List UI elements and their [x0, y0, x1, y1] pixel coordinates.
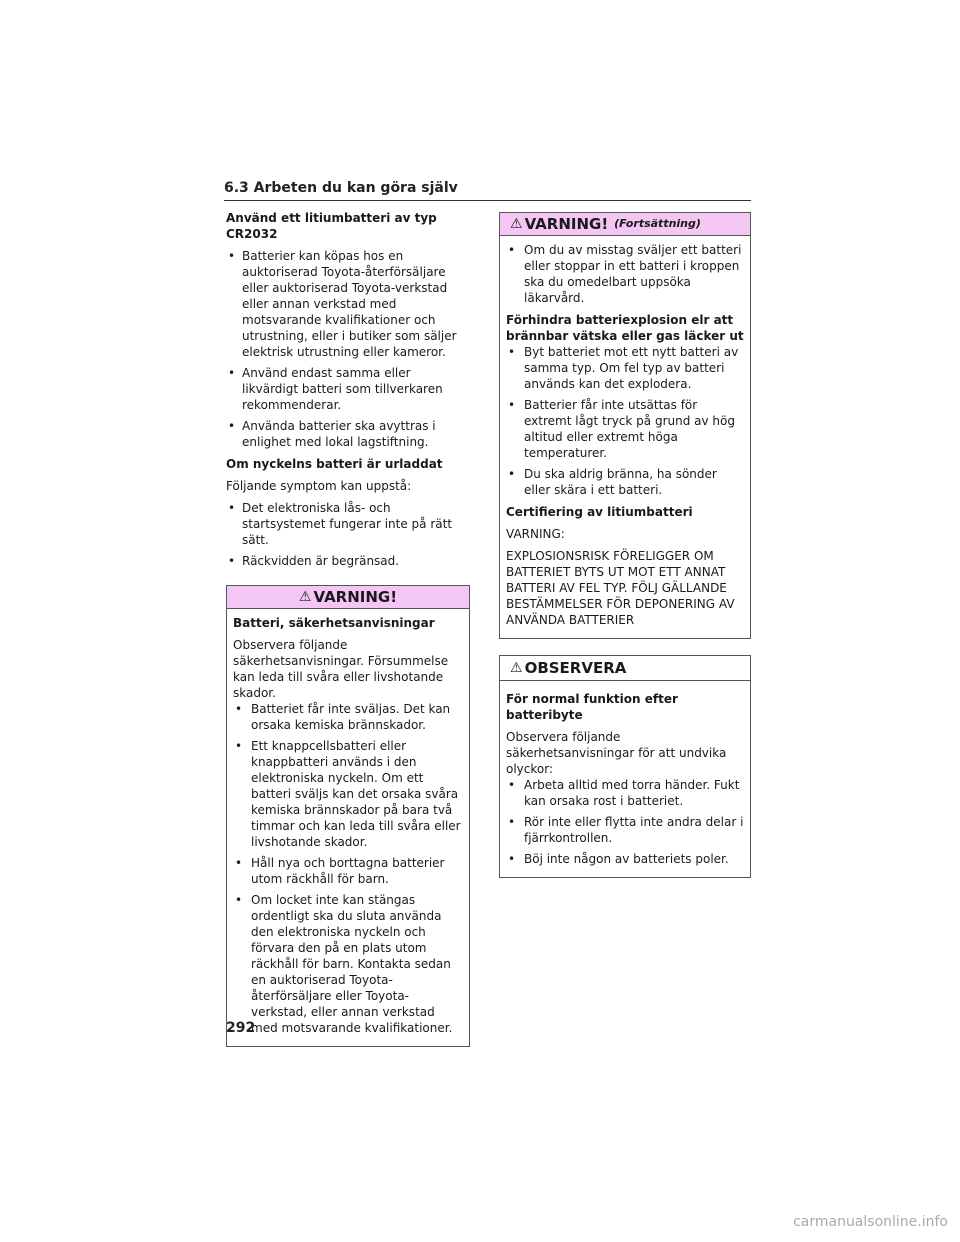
warning-box	[226, 585, 470, 1047]
swallow-list	[506, 242, 744, 306]
warning-intro: Observera följande säkerhetsanvisningar. Försummelse kan leda till svåra eller livshotande skador.	[233, 638, 449, 700]
observera-box	[499, 655, 751, 878]
left-column	[226, 210, 470, 1047]
battery-type-list	[226, 248, 470, 450]
observera-subhead: För normal funktion efter batteribyte	[506, 692, 678, 722]
list-item: • Ett knappcellsbatteri eller knappbatteri används i den elektroniska nyckeln. Om ett batteri sväljs kan det orsaka svåra kemiska brännskador på bara två timmar och kan leda till svåra eller livshotande skador.	[233, 738, 463, 850]
list-item: • Du ska aldrig bränna, ha sönder eller skära i ett batteri.	[506, 466, 744, 498]
list-item: • Använda batterier ska avyttras i enlighet med lokal lagstiftning.	[226, 418, 470, 450]
warning-body	[227, 609, 469, 1046]
certification-text: EXPLOSIONSRISK FÖRELIGGER OM BATTERIET BYTS UT MOT ETT ANNAT BATTERI AV FEL TYP. FÖLJ GÄLLANDE BESTÄMMELSER FÖR DEPONERING AV ANVÄNDA BATTERIER	[506, 549, 735, 627]
warning-continued-header	[500, 213, 750, 236]
list-item: • Böj inte någon av batteriets poler.	[506, 851, 744, 867]
list-item: • Det elektroniska lås- och startsystemet fungerar inte på rätt sätt.	[226, 500, 470, 548]
observera-label: OBSERVERA	[524, 659, 627, 677]
certification-warning-label: VARNING:	[506, 527, 565, 541]
discharged-battery-heading: Om nyckelns batteri är urladdat	[226, 457, 443, 471]
list-item: • Batteriet får inte sväljas. Det kan orsaka kemiska brännskador.	[233, 701, 463, 733]
list-item: • Rör inte eller flytta inte andra delar i fjärrkontrollen.	[506, 814, 744, 846]
list-item: • Byt batteriet mot ett nytt batteri av samma typ. Om fel typ av batteri används kan det explodera.	[506, 344, 744, 392]
battery-type-heading: Använd ett litiumbatteri av typ CR2032	[226, 211, 437, 241]
symptoms-list	[226, 500, 470, 569]
list-item: • Om locket inte kan stängas ordentligt ska du sluta använda den elektroniska nyckeln och förvara den på en plats utom räckhåll för barn. Kontakta sedan en auktoriserad Toyota-återförsäljare eller Toyota-verkstad, eller annan verkstad med motsvarande kvalifikationer.	[233, 892, 463, 1036]
list-item: • Räckvidden är begränsad.	[226, 553, 470, 569]
explosion-subhead: Förhindra batteriexplosion elr att brännbar vätska eller gas läcker ut	[506, 313, 744, 343]
warning-continued-box	[499, 212, 751, 639]
warning-subhead: Batteri, säkerhetsanvisningar	[233, 616, 435, 630]
symptoms-intro: Följande symptom kan uppstå:	[226, 479, 412, 493]
continued-label: (Fortsättning)	[614, 217, 701, 230]
caution-triangle-icon: ⚠	[510, 660, 523, 676]
warning-label: VARNING!	[313, 588, 398, 606]
list-item: • Om du av misstag sväljer ett batteri eller stoppar in ett batteri i kroppen ska du omedelbart uppsöka läkarvård.	[506, 242, 744, 306]
warning-list	[233, 701, 463, 1036]
list-item: • Batterier kan köpas hos en auktoriserad Toyota-återförsäljare eller auktoriserad Toyota-verkstad eller annan verkstad med motsvarande kvalifikationer och utrustning, eller i butiker som säljer elektrisk utrustning eller kameror.	[226, 248, 470, 360]
observera-header	[500, 656, 750, 681]
warning-continued-body	[500, 236, 750, 638]
explosion-list	[506, 344, 744, 498]
observera-list	[506, 777, 744, 867]
list-item: • Arbeta alltid med torra händer. Fukt kan orsaka rost i batteriet.	[506, 777, 744, 809]
right-column	[499, 212, 751, 878]
section-header: 6.3 Arbeten du kan göra själv	[224, 180, 751, 201]
warning-header	[227, 586, 469, 609]
list-item: • Använd endast samma eller likvärdigt batteri som tillverkaren rekommenderar.	[226, 365, 470, 413]
observera-intro: Observera följande säkerhetsanvisningar för att undvika olyckor:	[506, 730, 727, 776]
warning-triangle-icon: ⚠	[298, 589, 312, 605]
certification-subhead: Certifiering av litiumbatteri	[506, 505, 693, 519]
list-item: • Håll nya och borttagna batterier utom räckhåll för barn.	[233, 855, 463, 887]
observera-body	[500, 681, 750, 877]
warning-label: VARNING!	[524, 215, 609, 233]
page-number: 292	[226, 1020, 256, 1036]
warning-triangle-icon: ⚠	[510, 216, 523, 232]
list-item: • Batterier får inte utsättas för extremt lågt tryck på grund av hög altitud eller extremt höga temperaturer.	[506, 397, 744, 461]
watermark: carmanualsonline.info	[793, 1214, 948, 1230]
